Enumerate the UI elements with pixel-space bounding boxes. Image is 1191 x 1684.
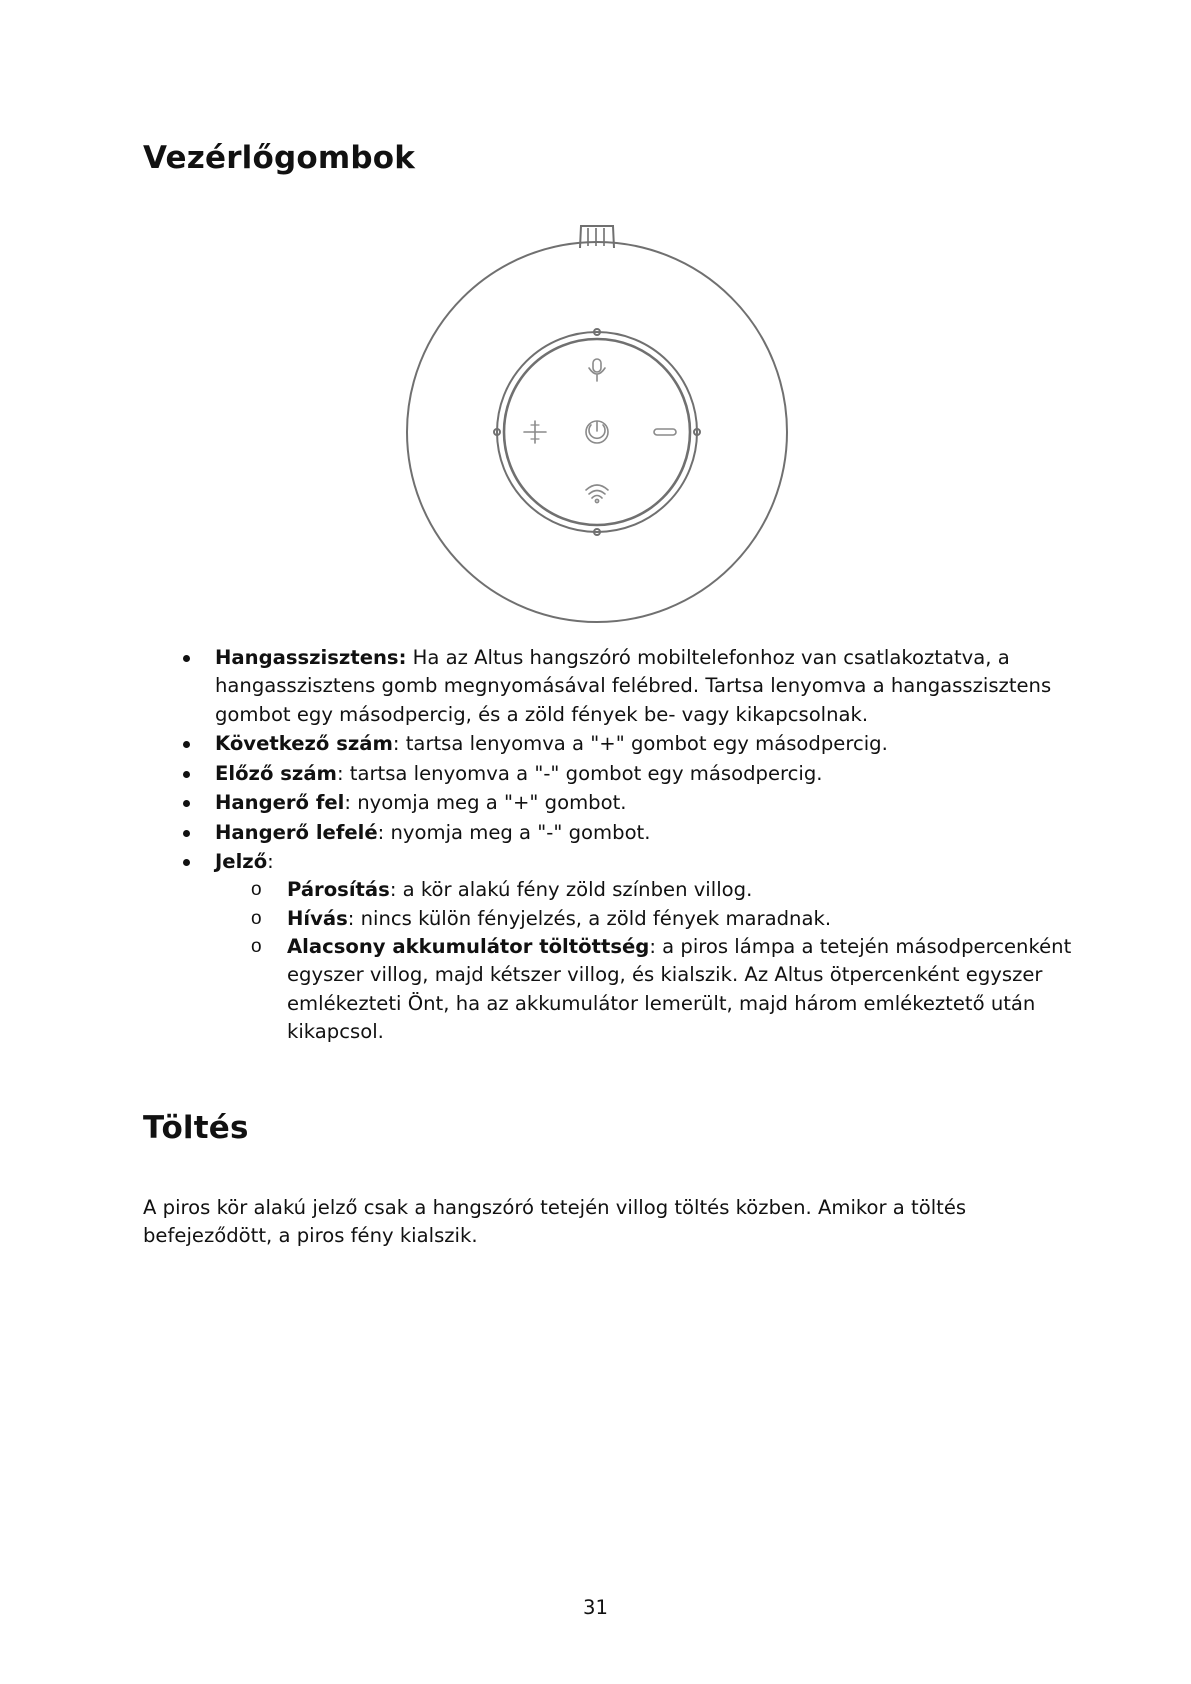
speaker-control-diagram [400, 222, 800, 632]
bullet-term: Következő szám [215, 732, 393, 756]
list-item [215, 848, 1095, 1046]
list-item [215, 644, 1095, 729]
strap-loop-icon [580, 226, 614, 248]
power-icon[interactable] [586, 421, 608, 443]
bullet-term: Hangasszisztens: [215, 646, 407, 669]
sub-list-item [287, 905, 1095, 933]
plus-icon[interactable] [524, 421, 546, 443]
bullet-text: : tartsa lenyomva a "-" gombot egy másodpercig. [336, 761, 823, 785]
bullet-text: : nyomja meg a "+" gombot. [344, 791, 627, 815]
bullet-text: : nyomja meg a "-" gombot. [377, 820, 651, 844]
page-number: 31 [583, 1596, 608, 1619]
sub-item-term: Alacsony akkumulátor töltöttség [287, 934, 650, 958]
sub-item-term: Párosítás [287, 878, 390, 902]
wifi-icon[interactable] [586, 485, 608, 503]
microphone-icon[interactable] [589, 359, 605, 381]
speaker-body-outline [407, 242, 787, 622]
list-item [215, 730, 1095, 758]
section-heading-charging: Töltés [143, 1110, 249, 1146]
sub-item-term: Hívás [287, 906, 348, 930]
controls-bullet-list [215, 644, 1095, 1047]
sub-list-item [287, 876, 1095, 904]
bullet-term: Jelző [215, 850, 268, 874]
bullet-text: : [267, 850, 274, 874]
bullet-text: Ha az Altus hangszóró mobiltelefonhoz van csatlakoztatva, a hangasszisztens gomb megnyomásával felébred. Tartsa lenyomva a hangasszisztens gombot egy másodpercig, és a zöld fények be- vagy kikapcsolnak. [215, 646, 1052, 726]
list-item [215, 760, 1095, 788]
sub-item-text: : a kör alakú fény zöld színben villog. [389, 878, 753, 902]
sub-item-text: : nincs külön fényjelzés, a zöld fények maradnak. [347, 906, 832, 930]
list-item [215, 819, 1095, 847]
bullet-term: Hangerő lefelé [215, 820, 378, 844]
list-item [215, 789, 1095, 817]
indicator-sub-list [215, 876, 1095, 1046]
bullet-term: Előző szám [215, 761, 337, 785]
charging-paragraph: A piros kör alakú jelző csak a hangszóró tetején villog töltés közben. Amikor a töltés befejeződött, a piros fény kialszik. [143, 1196, 967, 1248]
sub-list-item [287, 933, 1095, 1046]
minus-icon[interactable] [654, 429, 676, 435]
bullet-term: Hangerő fel [215, 791, 345, 815]
section-heading-controls: Vezérlőgombok [143, 140, 416, 176]
sub-item-text: : a piros lámpa a tetején másodpercenként egyszer villog, majd kétszer villog, és kialszik. Az Altus ötpercenként egyszer emlékezteti Önt, ha az akkumulátor lemerült, majd három emlékeztető után kikapcsol. [287, 934, 1072, 1043]
bullet-text: : tartsa lenyomva a "+" gombot egy másodpercig. [392, 732, 888, 756]
